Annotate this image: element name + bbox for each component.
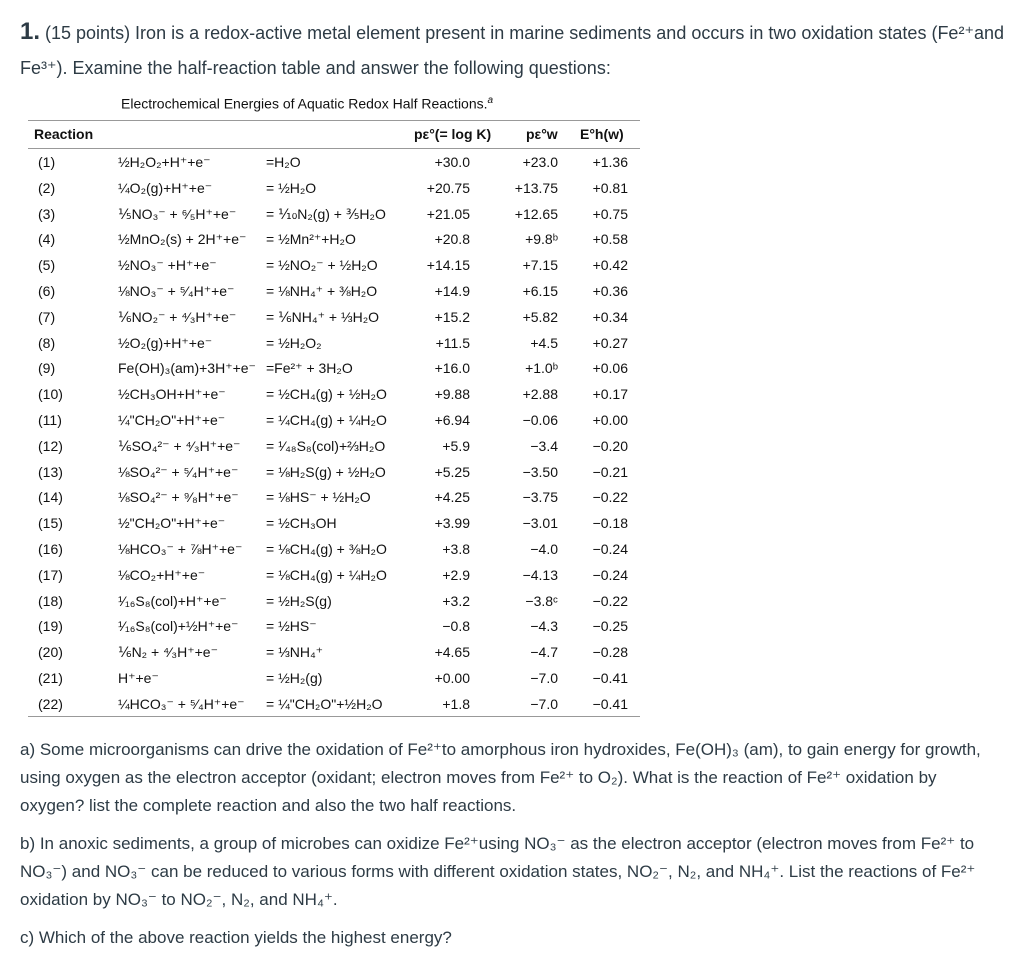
pe-w: −3.01 (522, 515, 558, 532)
product-side: = ¼CH₄(g) + ¼H₂O (266, 412, 387, 428)
eh-w: −0.24 (592, 566, 628, 583)
pe-log-k: +4.25 (434, 489, 470, 506)
product-side: = ½H₂(g) (266, 670, 323, 686)
pe-log-k: +1.8 (442, 695, 470, 712)
reactant-side: ½MnO₂(s) + 2H⁺+e⁻ (118, 231, 247, 248)
product-side: = ½Mn²⁺+H₂O (266, 231, 356, 248)
table-row (28, 333, 640, 359)
table-top-rule (28, 120, 640, 121)
row-number: (20) (38, 644, 63, 661)
row-number: (18) (38, 592, 63, 609)
eh-w: −0.18 (592, 515, 628, 532)
eh-w: −0.21 (592, 463, 628, 480)
product-side: =H₂O (266, 154, 301, 170)
pe-log-k: +15.2 (434, 308, 470, 325)
pe-log-k: +5.9 (442, 437, 470, 454)
table-row (28, 565, 640, 591)
eh-w: −0.22 (592, 592, 628, 609)
eh-w: −0.25 (592, 618, 628, 635)
pe-w: −3.8ᶜ (525, 592, 558, 609)
reactant-side: ⅙SO₄²⁻ + ⁴⁄₃H⁺+e⁻ (118, 437, 241, 454)
pe-w: +12.65 (514, 205, 558, 222)
pe-log-k: −0.8 (442, 618, 470, 635)
question-a: a) Some microorganisms can drive the oxidation of Fe²⁺to amorphous iron hydroxides, Fe(OH)₃ (am), to gain energy for growth, using oxygen as the electron acceptor (oxidant; electron moves from Fe²⁺ to O₂). What is the reaction of Fe²⁺ oxidation by oxygen? list the complete reaction and also the two half reactions. (20, 740, 981, 815)
reactant-side: ¹⁄₁₆S₈(col)+H⁺+e⁻ (118, 592, 227, 609)
product-side: = ⅛CH₄(g) + ⅜H₂O (266, 541, 387, 557)
table-row (28, 152, 640, 178)
pe-log-k: +14.9 (434, 283, 470, 299)
reactant-side: ¼HCO₃⁻ + ⁵⁄₄H⁺+e⁻ (118, 695, 245, 712)
product-side: = ½H₂O (266, 179, 317, 196)
reactant-side: ⅛NO₃⁻ + ⁵⁄₄H⁺+e⁻ (118, 283, 235, 299)
question-b: b) In anoxic sediments, a group of microbes can oxidize Fe²⁺using NO₃⁻ as the electron acceptor (electron moves from Fe²⁺ to NO₃⁻) and NO₃⁻ can be reduced to various forms with different oxidation states, NO₂⁻, N₂, and NH₄⁺. List the reactions of Fe²⁺ oxidation by NO₃⁻ to NO₂⁻, N₂, and NH₄⁺. (20, 834, 976, 909)
row-number: (2) (38, 179, 56, 196)
product-side: = ½CH₄(g) + ½H₂O (266, 386, 387, 403)
row-number: (16) (38, 541, 63, 557)
pe-log-k: +11.5 (435, 334, 470, 351)
reactant-side: ¼"CH₂O"+H⁺+e⁻ (118, 412, 226, 428)
eh-w: +0.00 (592, 412, 628, 428)
eh-w: −0.20 (592, 437, 628, 454)
reactant-side: ⅛SO₄²⁻ + ⁹⁄₈H⁺+e⁻ (118, 489, 239, 506)
row-number: (1) (38, 154, 56, 170)
eh-w: −0.41 (592, 695, 628, 712)
table-caption-text: Electrochemical Energies of Aquatic Redox Half Reactions. (121, 95, 488, 112)
table-row (28, 229, 640, 255)
pe-w: −4.0 (530, 541, 558, 557)
table-row (28, 358, 640, 384)
pe-w: +4.5 (530, 334, 558, 351)
row-number: (5) (38, 257, 56, 274)
pe-log-k: +21.05 (426, 205, 470, 222)
pe-log-k: +30.0 (434, 154, 470, 170)
product-side: = ½NO₂⁻ + ½H₂O (266, 257, 378, 274)
pe-w: +5.82 (522, 308, 558, 325)
row-number: (14) (38, 489, 63, 506)
reactant-side: ¹⁄₁₆S₈(col)+½H⁺+e⁻ (118, 618, 239, 635)
pe-log-k: +9.88 (434, 386, 470, 403)
reactant-side: Fe(OH)₃(am)+3H⁺+e⁻ (118, 360, 256, 377)
product-side: = ¼"CH₂O"+½H₂O (266, 695, 383, 712)
col-header-pew: pε°w (526, 126, 558, 142)
table-row (28, 281, 640, 307)
pe-w: −7.0 (530, 670, 558, 686)
table-row (28, 668, 640, 694)
table-row (28, 462, 640, 488)
reactant-side: ⅙N₂ + ⁴⁄₃H⁺+e⁻ (118, 644, 218, 661)
pe-w: −4.13 (522, 566, 558, 583)
pe-log-k: +20.75 (426, 179, 470, 196)
pe-log-k: +16.0 (434, 360, 470, 377)
table-row (28, 384, 640, 410)
row-number: (19) (38, 618, 63, 635)
reactant-side: ⅙NO₂⁻ + ⁴⁄₃H⁺+e⁻ (118, 308, 237, 325)
product-side: = ½H₂O₂ (266, 334, 322, 351)
table-row (28, 616, 640, 642)
product-side: = ⅛CH₄(g) + ¼H₂O (266, 566, 387, 583)
table-row (28, 436, 640, 462)
pe-log-k: +20.8 (434, 231, 470, 248)
product-side: = ½CH₃OH (266, 515, 337, 532)
pe-w: +9.8ᵇ (525, 231, 558, 248)
pe-w: −7.0 (530, 695, 558, 712)
question-heading (20, 14, 1010, 86)
table-row (28, 178, 640, 204)
eh-w: −0.28 (592, 644, 628, 661)
row-number: (7) (38, 308, 56, 325)
row-number: (21) (38, 670, 63, 686)
col-header-pe: pε°(= log K) (414, 126, 492, 142)
eh-w: −0.22 (592, 489, 628, 506)
eh-w: +1.36 (592, 154, 628, 170)
pe-w: +23.0 (522, 154, 558, 170)
eh-w: +0.34 (592, 308, 628, 325)
pe-log-k: +6.94 (434, 412, 470, 428)
question-c: c) Which of the above reaction yields the highest energy? (20, 928, 452, 947)
pe-log-k: +3.8 (442, 541, 470, 557)
row-number: (9) (38, 360, 56, 377)
row-number: (13) (38, 463, 63, 480)
reactant-side: ½CH₃OH+H⁺+e⁻ (118, 386, 226, 403)
reactant-side: ¼O₂(g)+H⁺+e⁻ (118, 179, 213, 196)
product-side: = ⅛HS⁻ + ½H₂O (266, 489, 371, 506)
pe-log-k: +3.2 (442, 592, 470, 609)
reactant-side: ⅕NO₃⁻ + ⁶⁄₅H⁺+e⁻ (118, 205, 237, 222)
table-caption-footnote-mark: a (487, 95, 494, 106)
row-number: (22) (38, 695, 63, 712)
table-row (28, 410, 640, 436)
reactant-side: ½H₂O₂+H⁺+e⁻ (118, 154, 211, 170)
reactant-side: ½NO₃⁻ +H⁺+e⁻ (118, 257, 217, 274)
pe-w: +7.15 (522, 257, 558, 274)
product-side: = ⅙NH₄⁺ + ⅓H₂O (266, 308, 380, 325)
pe-w: +2.88 (522, 386, 558, 403)
product-side: = ½HS⁻ (266, 618, 317, 635)
product-side: = ½H₂S(g) (266, 592, 332, 609)
pe-w: −3.50 (522, 463, 558, 480)
col-header-reaction: Reaction (34, 126, 94, 142)
product-side: = ⅛NH₄⁺ + ⅜H₂O (266, 283, 378, 299)
row-number: (10) (38, 386, 63, 403)
row-number: (11) (38, 412, 62, 428)
col-header-eh: E°h(w) (580, 126, 624, 142)
table-bottom-rule (28, 716, 640, 717)
question-number: 1. (20, 18, 41, 45)
product-side: = ¹⁄₄₈S₈(col)+⅔H₂O (266, 437, 386, 454)
eh-w: +0.42 (592, 257, 628, 274)
pe-log-k: +14.15 (426, 257, 470, 274)
pe-log-k: +0.00 (434, 670, 470, 686)
eh-w: +0.06 (592, 360, 628, 377)
table-row (28, 642, 640, 668)
table-row (28, 487, 640, 513)
pe-w: −3.75 (522, 489, 558, 506)
reactant-side: ⅛SO₄²⁻ + ⁵⁄₄H⁺+e⁻ (118, 463, 239, 480)
pe-w: +6.15 (522, 283, 558, 299)
table-header-rule (28, 148, 640, 149)
table-row (28, 513, 640, 539)
pe-w: −4.3 (530, 618, 558, 635)
row-number: (15) (38, 515, 63, 532)
eh-w: −0.41 (592, 670, 628, 686)
product-side: = ⅒N₂(g) + ⅗H₂O (266, 205, 386, 222)
product-side: = ⅛H₂S(g) + ½H₂O (266, 463, 386, 480)
row-number: (6) (38, 283, 56, 299)
table-row (28, 307, 640, 333)
row-number: (8) (38, 334, 56, 351)
reactant-side: ½"CH₂O"+H⁺+e⁻ (118, 515, 226, 532)
table-row (28, 204, 640, 230)
eh-w: +0.58 (592, 231, 628, 248)
questions (20, 736, 1000, 962)
half-reaction-table (28, 88, 640, 718)
pe-log-k: +4.65 (434, 644, 470, 661)
reactant-side: ⅛CO₂+H⁺+e⁻ (118, 566, 206, 583)
pe-w: −4.7 (530, 644, 558, 661)
pe-log-k: +5.25 (434, 463, 470, 480)
table-row (28, 255, 640, 281)
row-number: (17) (38, 566, 63, 583)
reactant-side: H⁺+e⁻ (118, 670, 159, 686)
row-number: (12) (38, 437, 63, 454)
eh-w: +0.81 (592, 179, 628, 196)
table-caption (121, 95, 493, 112)
table-row (28, 591, 640, 617)
row-number: (3) (38, 205, 56, 222)
eh-w: +0.17 (592, 386, 628, 403)
product-side: =Fe²⁺ + 3H₂O (266, 360, 353, 377)
pe-log-k: +2.9 (442, 566, 470, 583)
reactant-side: ⅛HCO₃⁻ + ⅞H⁺+e⁻ (118, 541, 243, 557)
pe-w: −0.06 (522, 412, 558, 428)
eh-w: −0.24 (592, 541, 628, 557)
reactant-side: ½O₂(g)+H⁺+e⁻ (118, 334, 213, 351)
eh-w: +0.75 (592, 205, 628, 222)
question-intro: (15 points) Iron is a redox-active metal element present in marine sediments and occurs in two oxidation states (Fe²⁺and Fe³⁺). Examine the half-reaction table and answer the following questions: (20, 23, 1004, 78)
row-number: (4) (38, 231, 56, 248)
pe-w: +13.75 (514, 179, 558, 196)
table-row (28, 539, 640, 565)
pe-w: −3.4 (530, 437, 558, 454)
pe-log-k: +3.99 (434, 515, 470, 532)
eh-w: +0.27 (592, 334, 628, 351)
pe-w: +1.0ᵇ (525, 360, 558, 377)
product-side: = ⅓NH₄⁺ (266, 644, 324, 661)
eh-w: +0.36 (592, 283, 628, 299)
